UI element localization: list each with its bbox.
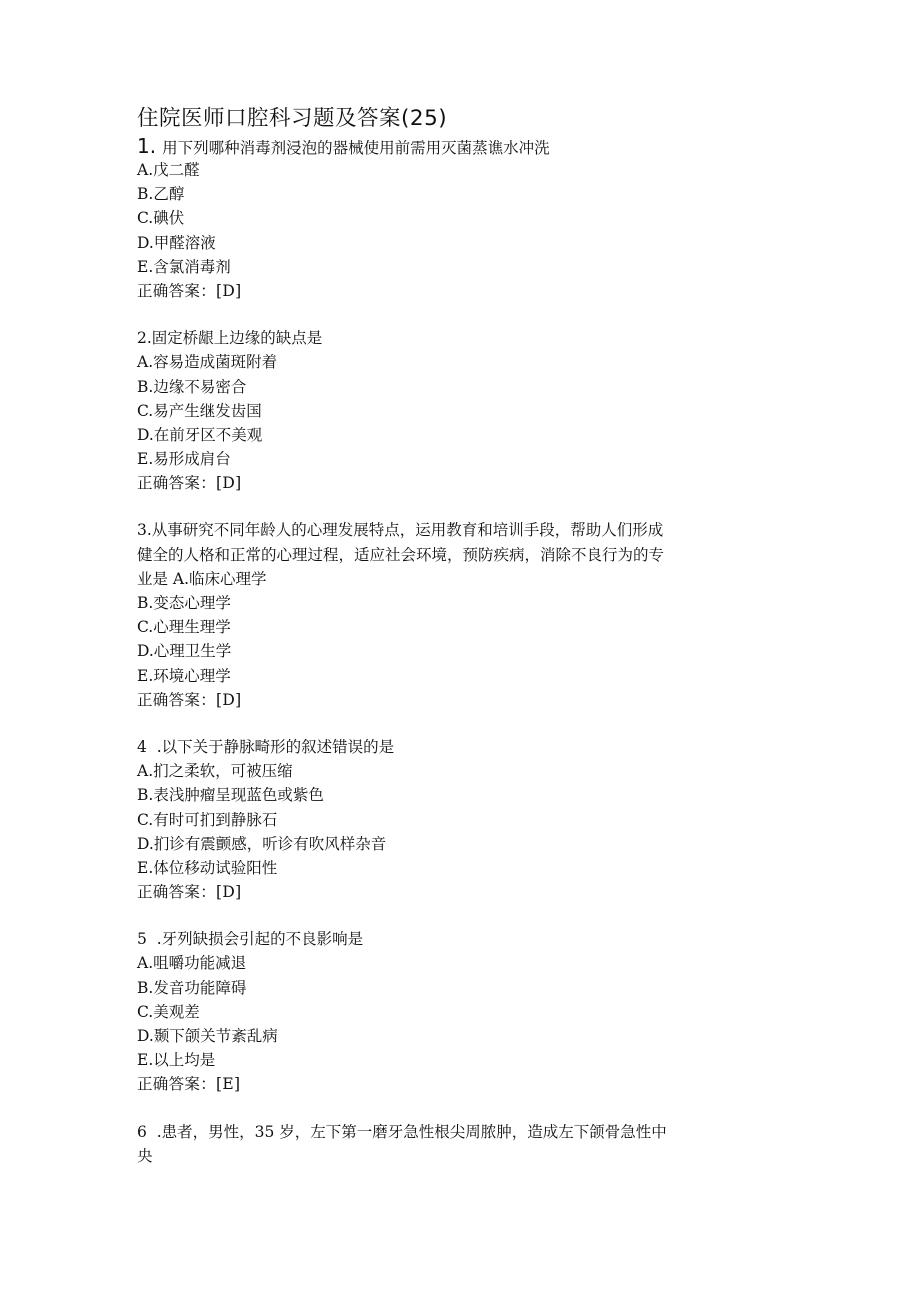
question-stem-line: 业是 A.临床心理学: [137, 569, 267, 588]
option-c: C.碘伏: [137, 209, 185, 228]
question-stem: [137, 134, 787, 158]
question-2: [137, 326, 787, 495]
option-e: E.以上均是: [137, 1051, 216, 1070]
option-b: B.变态心理学: [137, 594, 231, 612]
option-e: E.含氯消毒剂: [137, 257, 231, 276]
option-c: C.易产生继发齿国: [137, 401, 262, 420]
option-a: A.容易造成菌斑附着: [137, 353, 278, 372]
option-d: D.心理卫生学: [137, 642, 232, 661]
question-5: [137, 927, 787, 1096]
option-a: A.戊二醛: [137, 161, 200, 179]
option-b: B.边缘不易密合: [137, 377, 247, 396]
spacer: [137, 495, 787, 518]
option-e: E.环境心理学: [137, 666, 231, 685]
option-b: B.表浅肿瘤呈现蓝色或紫色: [137, 786, 324, 805]
document-title: 住院医师口腔科习题及答案(25): [137, 106, 448, 131]
question-stem-line: 央: [137, 1146, 153, 1165]
question-3: [137, 518, 787, 712]
correct-answer: 正确答案：[D]: [137, 883, 242, 902]
option-c: C.有时可扪到静脉石: [137, 810, 278, 829]
option-d: D.颞下颌关节紊乱病: [137, 1027, 278, 1045]
spacer: [137, 303, 787, 326]
option-d: D.甲醛溶液: [137, 233, 216, 252]
option-b: B.乙醇: [137, 185, 185, 204]
spacer: [137, 712, 787, 735]
question-stem-line: 健全的人格和正常的心理过程，适应社会环境，预防疾病，消除不良行为的专: [137, 545, 665, 564]
question-stem-line: 3.从事研究不同年龄人的心理发展特点，运用教育和培训手段，帮助人们形成: [137, 521, 664, 540]
option-e: E.易形成肩台: [137, 450, 231, 469]
question-4: [137, 735, 787, 904]
question-stem-line: 6 .患者，男性，35 岁，左下第一磨牙急性根尖周脓肿，造成左下颌骨急性中: [137, 1122, 667, 1141]
spacer: [137, 1097, 787, 1120]
option-d: D.扪诊有震颤感，听诊有吹风样杂音: [137, 834, 387, 853]
option-c: C.美观差: [137, 1002, 200, 1021]
question-stem: 2.固定桥龈上边缘的缺点是: [137, 329, 323, 348]
correct-answer: 正确答案：[D]: [137, 474, 242, 493]
correct-answer: 正确答案：[D]: [137, 690, 242, 709]
option-a: A.扪之柔软，可被压缩: [137, 762, 293, 781]
option-e: E.体位移动试验阳性: [137, 858, 278, 877]
question-1: [137, 134, 787, 303]
question-number: 1.: [137, 134, 157, 158]
option-a: A.咀嚼功能减退: [137, 954, 247, 973]
option-c: C.心理生理学: [137, 618, 231, 637]
correct-answer: 正确答案：[D]: [137, 281, 242, 300]
question-6: [137, 1120, 787, 1168]
option-d: D.在前牙区不美观: [137, 425, 263, 444]
spacer: [137, 904, 787, 927]
question-stem: 4 .以下关于静脉畸形的叙述错误的是: [137, 737, 395, 756]
document-page: [137, 104, 787, 1168]
correct-answer: 正确答案：[E]: [137, 1075, 241, 1094]
question-stem-text: 用下列哪种消毒剂浸泡的器械使用前需用灭菌蒸谯水冲洗: [162, 139, 550, 157]
option-b: B.发音功能障碍: [137, 978, 247, 997]
question-stem: 5 .牙列缺损会引起的不良影响是: [137, 930, 364, 949]
